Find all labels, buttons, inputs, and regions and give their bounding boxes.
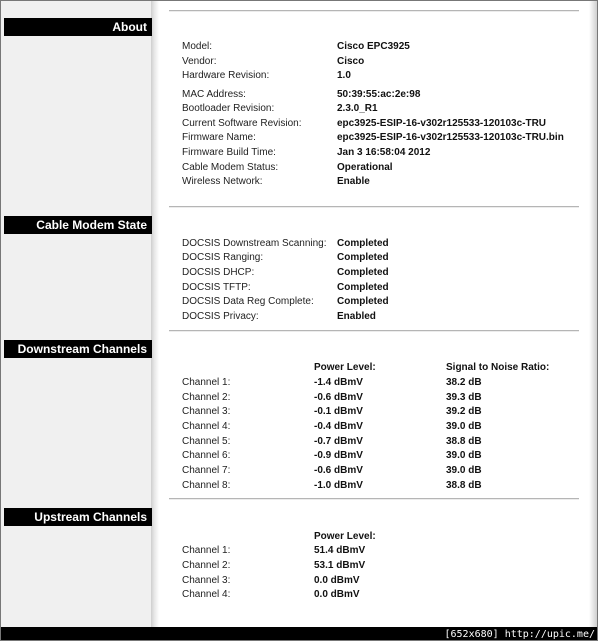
section-header-upstream-channels: Upstream Channels [4, 508, 152, 526]
snr-value: 38.8 dB [446, 436, 482, 447]
snr-value: 38.2 dB [446, 377, 482, 388]
power-value: -0.6 dBmV [314, 465, 363, 476]
row-label: Channel 4: [182, 589, 231, 600]
row-value: Completed [337, 282, 389, 293]
divider-cable-modem-state [169, 206, 579, 208]
section-header-about: About [4, 18, 152, 36]
row-label: DOCSIS TFTP: [182, 282, 251, 293]
row-value: Enable [337, 176, 370, 187]
power-value: -0.9 dBmV [314, 450, 363, 461]
snr-value: 39.3 dB [446, 392, 482, 403]
row-label: Channel 1: [182, 545, 231, 556]
row-label: Channel 8: [182, 480, 231, 491]
row-label: Bootloader Revision: [182, 103, 275, 114]
row-label: DOCSIS Privacy: [182, 311, 259, 322]
row-label: DOCSIS DHCP: [182, 267, 255, 278]
row-label: Vendor: [182, 56, 217, 67]
power-value: 51.4 dBmV [314, 545, 366, 556]
row-value: Completed [337, 252, 389, 263]
row-value: 50:39:55:ac:2e:98 [337, 89, 421, 100]
divider-top [169, 10, 579, 12]
right-edge-shadow [589, 1, 597, 627]
row-label: Current Software Revision: [182, 118, 302, 129]
row-label: Channel 6: [182, 450, 231, 461]
row-value: Cisco [337, 56, 365, 67]
row-label: Channel 7: [182, 465, 231, 476]
row-value: Enabled [337, 311, 376, 322]
section-header-cable-modem-state: Cable Modem State [4, 216, 152, 234]
row-label: Channel 3: [182, 406, 231, 417]
row-value: Jan 3 16:58:04 2012 [337, 147, 431, 158]
row-label: Channel 4: [182, 421, 231, 432]
row-label: Channel 3: [182, 575, 231, 586]
snr-value: 39.0 dB [446, 465, 482, 476]
divider-downstream [169, 330, 579, 332]
snr-value: 39.0 dB [446, 450, 482, 461]
row-value: Cisco EPC3925 [337, 41, 410, 52]
power-value: 53.1 dBmV [314, 560, 366, 571]
row-label: Wireless Network: [182, 176, 263, 187]
footer-watermark: [652x680] http://upic.me/ [444, 629, 595, 640]
row-label: Channel 1: [182, 377, 231, 388]
row-label: Firmware Build Time: [182, 147, 276, 158]
row-value: 2.3.0_R1 [337, 103, 378, 114]
snr-value: 38.8 dB [446, 480, 482, 491]
power-value: 0.0 dBmV [314, 575, 360, 586]
power-level-header: Power Level: [314, 362, 376, 373]
row-label: DOCSIS Downstream Scanning: [182, 238, 327, 249]
power-value: -0.6 dBmV [314, 392, 363, 403]
row-value: Completed [337, 296, 389, 307]
row-value: Completed [337, 267, 389, 278]
power-value: -0.4 dBmV [314, 421, 363, 432]
section-header-downstream-channels: Downstream Channels [4, 340, 152, 358]
snr-value: 39.0 dB [446, 421, 482, 432]
row-label: DOCSIS Data Reg Complete: [182, 296, 314, 307]
row-label: Channel 2: [182, 560, 231, 571]
divider-upstream [169, 498, 579, 500]
row-label: Channel 5: [182, 436, 231, 447]
row-label: DOCSIS Ranging: [182, 252, 264, 263]
sidebar-shadow [151, 1, 159, 627]
row-value: epc3925-ESIP-16-v302r125533-120103c-TRU.bin [337, 132, 564, 143]
snr-value: 39.2 dB [446, 406, 482, 417]
row-label: Cable Modem Status: [182, 162, 279, 173]
row-value: Operational [337, 162, 393, 173]
power-value: -0.7 dBmV [314, 436, 363, 447]
sidebar [1, 1, 153, 627]
power-value: -0.1 dBmV [314, 406, 363, 417]
row-label: Hardware Revision: [182, 70, 270, 81]
row-value: 1.0 [337, 70, 351, 81]
power-value: 0.0 dBmV [314, 589, 360, 600]
row-label: Firmware Name: [182, 132, 256, 143]
row-label: MAC Address: [182, 89, 246, 100]
row-label: Channel 2: [182, 392, 231, 403]
snr-header: Signal to Noise Ratio: [446, 362, 550, 373]
power-level-header: Power Level: [314, 531, 376, 542]
power-value: -1.0 dBmV [314, 480, 363, 491]
row-value: epc3925-ESIP-16-v302r125533-120103c-TRU [337, 118, 547, 129]
footer-bar [1, 627, 598, 641]
row-value: Completed [337, 238, 389, 249]
row-label: Model: [182, 41, 213, 52]
power-value: -1.4 dBmV [314, 377, 363, 388]
